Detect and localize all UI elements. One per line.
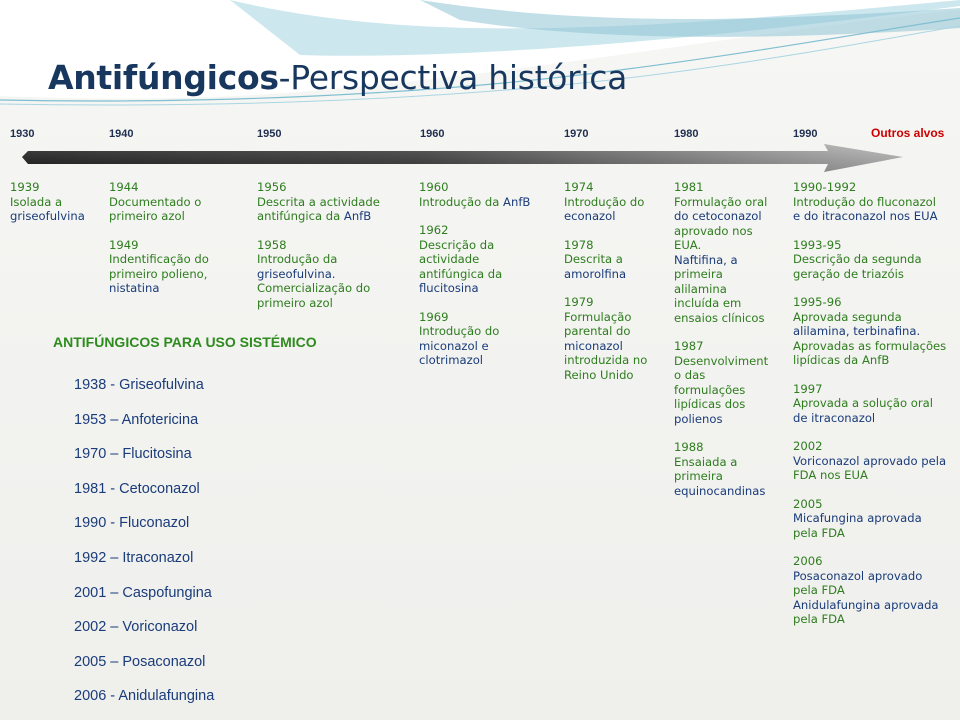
event-line bbox=[109, 252, 209, 267]
systemic-list-item: 1938 - Griseofulvina bbox=[74, 377, 204, 393]
timeline-event bbox=[564, 180, 647, 224]
event-text: antifúngica da bbox=[419, 266, 503, 281]
event-line bbox=[564, 252, 647, 267]
event-line bbox=[109, 267, 209, 282]
event-line bbox=[564, 368, 647, 383]
event-line bbox=[793, 454, 946, 469]
event-text: Descrição da segunda bbox=[793, 252, 922, 266]
timeline-event bbox=[674, 180, 768, 325]
systemic-list-item: 1970 – Flucitosina bbox=[74, 446, 192, 463]
event-text: Desenvolviment bbox=[674, 353, 769, 368]
event-text: EUA. bbox=[674, 238, 702, 252]
event-text: Introdução do bbox=[419, 324, 500, 338]
event-line bbox=[674, 224, 768, 239]
event-text: Isolada a bbox=[10, 194, 63, 209]
event-line bbox=[793, 583, 946, 598]
event-line bbox=[419, 195, 530, 210]
event-line bbox=[419, 324, 530, 339]
timeline-event bbox=[674, 440, 768, 498]
event-text: primeiro azol bbox=[109, 209, 185, 223]
timeline-event bbox=[10, 180, 85, 224]
timeline-event bbox=[419, 223, 530, 296]
timeline-column bbox=[674, 180, 768, 512]
event-text: econazol bbox=[564, 209, 616, 223]
event-year: 1990-1992 bbox=[793, 180, 857, 194]
page-title bbox=[48, 58, 627, 97]
year-1960: 1960 bbox=[420, 128, 445, 140]
year-1940: 1940 bbox=[109, 128, 134, 140]
event-text: polienos bbox=[674, 411, 723, 426]
event-line bbox=[674, 282, 768, 297]
event-year: 1987 bbox=[674, 339, 704, 353]
event-text: Descrita a actividade bbox=[257, 194, 380, 209]
event-text: miconazol bbox=[564, 338, 623, 353]
event-text: Reino Unido bbox=[564, 367, 634, 382]
event-year: 1956 bbox=[257, 180, 287, 194]
event-text: de itraconazol bbox=[793, 410, 876, 425]
event-line bbox=[674, 296, 768, 311]
event-text: Aprovada segunda bbox=[793, 309, 902, 324]
timeline-event bbox=[257, 238, 380, 311]
event-year: 2002 bbox=[793, 439, 823, 453]
timeline-event bbox=[419, 310, 530, 368]
timeline-event bbox=[257, 180, 380, 224]
event-line bbox=[257, 209, 380, 224]
event-text: e do itraconazol nos EUA bbox=[793, 209, 938, 223]
event-line bbox=[674, 253, 768, 268]
event-year: 2006 bbox=[793, 554, 823, 568]
outros-alvos-label: Outros alvos bbox=[871, 126, 945, 140]
event-line bbox=[257, 195, 380, 210]
event-year: 1974 bbox=[564, 180, 594, 194]
timeline-event bbox=[564, 238, 647, 282]
event-text: incluída em bbox=[674, 296, 742, 310]
event-line bbox=[674, 484, 768, 499]
event-line bbox=[257, 252, 380, 267]
event-year: 1944 bbox=[109, 180, 139, 194]
event-line bbox=[674, 383, 768, 398]
timeline-event bbox=[793, 180, 946, 224]
event-line bbox=[793, 267, 946, 282]
year-1970: 1970 bbox=[564, 128, 589, 140]
timeline-event bbox=[109, 180, 209, 224]
event-line bbox=[674, 455, 768, 470]
year-1980: 1980 bbox=[674, 128, 699, 140]
timeline-event bbox=[793, 238, 946, 282]
event-year: 1958 bbox=[257, 237, 287, 252]
event-text: introduzida no bbox=[564, 353, 648, 367]
event-text: geração de triazóis bbox=[793, 266, 904, 281]
event-text: miconazol e bbox=[419, 338, 489, 353]
event-text: Comercialização do bbox=[257, 281, 371, 295]
event-text: Posaconazol aprovado bbox=[793, 568, 923, 583]
event-line bbox=[674, 469, 768, 484]
event-text: Voriconazol aprovado pela bbox=[793, 453, 947, 468]
event-line bbox=[793, 353, 946, 368]
event-text: AnfB bbox=[503, 194, 531, 209]
event-line bbox=[564, 267, 647, 282]
event-line bbox=[257, 281, 380, 296]
event-line bbox=[674, 267, 768, 282]
event-text: pela FDA bbox=[793, 612, 845, 626]
event-text: Introdução da bbox=[419, 194, 504, 209]
year-1930: 1930 bbox=[10, 128, 35, 140]
event-year: 1949 bbox=[109, 237, 139, 252]
title-rest: -Perspectiva histórica bbox=[278, 58, 628, 97]
event-text: Indentificação do bbox=[109, 252, 209, 266]
timeline-event bbox=[564, 295, 647, 382]
event-text: ensaios clínicos bbox=[674, 310, 765, 325]
timeline-column bbox=[257, 180, 380, 324]
timeline-event bbox=[793, 295, 946, 368]
event-text: Naftifina, a bbox=[674, 252, 738, 267]
event-line bbox=[564, 324, 647, 339]
timeline-column bbox=[793, 180, 946, 641]
event-line bbox=[793, 339, 946, 354]
timeline-event bbox=[793, 382, 946, 426]
event-text: Descrita a bbox=[564, 252, 623, 266]
event-year: 1939 bbox=[10, 180, 40, 194]
systemic-list-item: 1990 - Fluconazol bbox=[74, 515, 190, 532]
event-line bbox=[419, 353, 530, 368]
event-text: Anidulafungina aprovada bbox=[793, 597, 939, 612]
event-text: Micafungina aprovada bbox=[793, 511, 922, 525]
timeline-event bbox=[419, 180, 530, 209]
event-year: 1969 bbox=[419, 309, 449, 324]
timeline-event bbox=[793, 439, 946, 483]
systemic-list-item: 1953 – Anfotericina bbox=[74, 411, 199, 428]
event-text: actividade bbox=[419, 252, 480, 266]
event-text: equinocandinas bbox=[674, 483, 766, 498]
event-line bbox=[793, 324, 946, 339]
event-line bbox=[419, 339, 530, 354]
event-text: primeira bbox=[674, 267, 723, 281]
systemic-list-item: 2001 – Caspofungina bbox=[74, 584, 212, 601]
event-line bbox=[109, 209, 209, 224]
title-bold: Antifúngicos bbox=[48, 58, 279, 97]
event-line bbox=[257, 267, 380, 282]
event-text: flucitosina bbox=[419, 281, 479, 295]
event-year: 1978 bbox=[564, 237, 594, 252]
systemic-list-item: 2002 – Voriconazol bbox=[74, 619, 198, 636]
timeline-event bbox=[793, 554, 946, 627]
timeline-event bbox=[674, 339, 768, 426]
event-text: primeiro polieno, bbox=[109, 266, 208, 281]
event-text: aprovado nos bbox=[674, 223, 753, 238]
event-year: 1997 bbox=[793, 381, 823, 396]
timeline-event bbox=[109, 238, 209, 296]
timeline-column bbox=[564, 180, 647, 396]
event-line bbox=[564, 339, 647, 354]
event-text: alilamina, terbinafina. bbox=[793, 324, 921, 338]
event-text: Formulação oral bbox=[674, 194, 768, 209]
event-line bbox=[793, 310, 946, 325]
event-line bbox=[793, 511, 946, 526]
event-text: Aprovada a solução oral bbox=[793, 396, 933, 410]
event-line bbox=[109, 281, 209, 296]
systemic-heading: ANTIFÚNGICOS PARA USO SISTÉMICO bbox=[53, 334, 317, 350]
event-line bbox=[564, 310, 647, 325]
event-line bbox=[419, 267, 530, 282]
event-line bbox=[419, 238, 530, 253]
event-text: antifúngica da bbox=[257, 209, 344, 223]
event-text: alilamina bbox=[674, 281, 727, 296]
event-year: 1962 bbox=[419, 223, 449, 237]
event-year: 1960 bbox=[419, 180, 449, 194]
event-line bbox=[674, 209, 768, 224]
event-line bbox=[793, 195, 946, 210]
event-year: 1979 bbox=[564, 295, 594, 309]
timeline-column bbox=[10, 180, 85, 238]
event-line bbox=[793, 468, 946, 483]
event-text: griseofulvina. bbox=[257, 266, 336, 281]
event-text: formulações bbox=[674, 382, 746, 397]
event-line bbox=[674, 195, 768, 210]
event-year: 1981 bbox=[674, 180, 704, 194]
event-text: Ensaiada a bbox=[674, 454, 738, 469]
systemic-list-item: 1992 – Itraconazol bbox=[74, 549, 194, 566]
event-text: nistatina bbox=[109, 281, 160, 295]
timeline-column bbox=[419, 180, 530, 382]
event-line bbox=[793, 598, 946, 613]
event-line bbox=[674, 397, 768, 412]
timeline-event bbox=[793, 497, 946, 541]
event-line bbox=[674, 368, 768, 383]
event-text: Aprovadas as formulações bbox=[793, 338, 947, 353]
event-text: Introdução do bbox=[564, 194, 645, 209]
systemic-list-item: 1981 - Cetoconazol bbox=[74, 480, 200, 497]
systemic-list-item: 2005 – Posaconazol bbox=[74, 653, 206, 670]
event-year: 1995-96 bbox=[793, 295, 842, 309]
systemic-list-item: 2006 - Anidulafungina bbox=[74, 688, 215, 705]
event-text: lipídicas da AnfB bbox=[793, 353, 890, 367]
event-line bbox=[674, 311, 768, 326]
event-text: FDA nos EUA bbox=[793, 468, 868, 482]
event-line bbox=[109, 195, 209, 210]
event-line bbox=[793, 396, 946, 411]
timeline-arrow bbox=[0, 140, 960, 180]
event-line bbox=[793, 569, 946, 584]
event-line bbox=[674, 412, 768, 427]
event-text: amorolfina bbox=[564, 266, 627, 281]
event-line bbox=[793, 612, 946, 627]
event-line bbox=[793, 411, 946, 426]
event-text: AnfB bbox=[343, 209, 372, 223]
event-text: Formulação bbox=[564, 309, 632, 324]
event-text: Introdução da bbox=[257, 252, 338, 266]
event-text: pela FDA bbox=[793, 525, 845, 540]
event-line bbox=[10, 209, 85, 224]
event-line bbox=[10, 195, 85, 210]
event-text: primeira bbox=[674, 469, 723, 483]
event-year: 2005 bbox=[793, 496, 823, 511]
event-line bbox=[419, 252, 530, 267]
event-line bbox=[564, 209, 647, 224]
event-line bbox=[793, 526, 946, 541]
year-1950: 1950 bbox=[257, 128, 282, 140]
event-line bbox=[419, 281, 530, 296]
timeline-column bbox=[109, 180, 209, 310]
event-text: do cetoconazol bbox=[674, 209, 762, 223]
event-line bbox=[674, 354, 768, 369]
event-text: Introdução do fluconazol bbox=[793, 194, 936, 209]
event-text: Documentado o bbox=[109, 194, 202, 209]
event-line bbox=[674, 238, 768, 253]
year-1990: 1990 bbox=[793, 128, 818, 140]
event-year: 1993-95 bbox=[793, 237, 842, 252]
event-text: Descrição da bbox=[419, 237, 495, 252]
event-text: parental do bbox=[564, 324, 631, 338]
event-year: 1988 bbox=[674, 440, 704, 454]
event-text: clotrimazol bbox=[419, 353, 484, 367]
event-text: o das bbox=[674, 368, 706, 382]
event-line bbox=[793, 209, 946, 224]
event-text: lipídicas dos bbox=[674, 397, 746, 411]
event-text: griseofulvina bbox=[10, 209, 85, 223]
event-text: pela FDA bbox=[793, 583, 845, 597]
event-line bbox=[793, 252, 946, 267]
event-line bbox=[257, 296, 380, 311]
event-line bbox=[564, 353, 647, 368]
event-text: primeiro azol bbox=[257, 295, 333, 310]
systemic-list bbox=[74, 376, 214, 720]
event-line bbox=[564, 195, 647, 210]
